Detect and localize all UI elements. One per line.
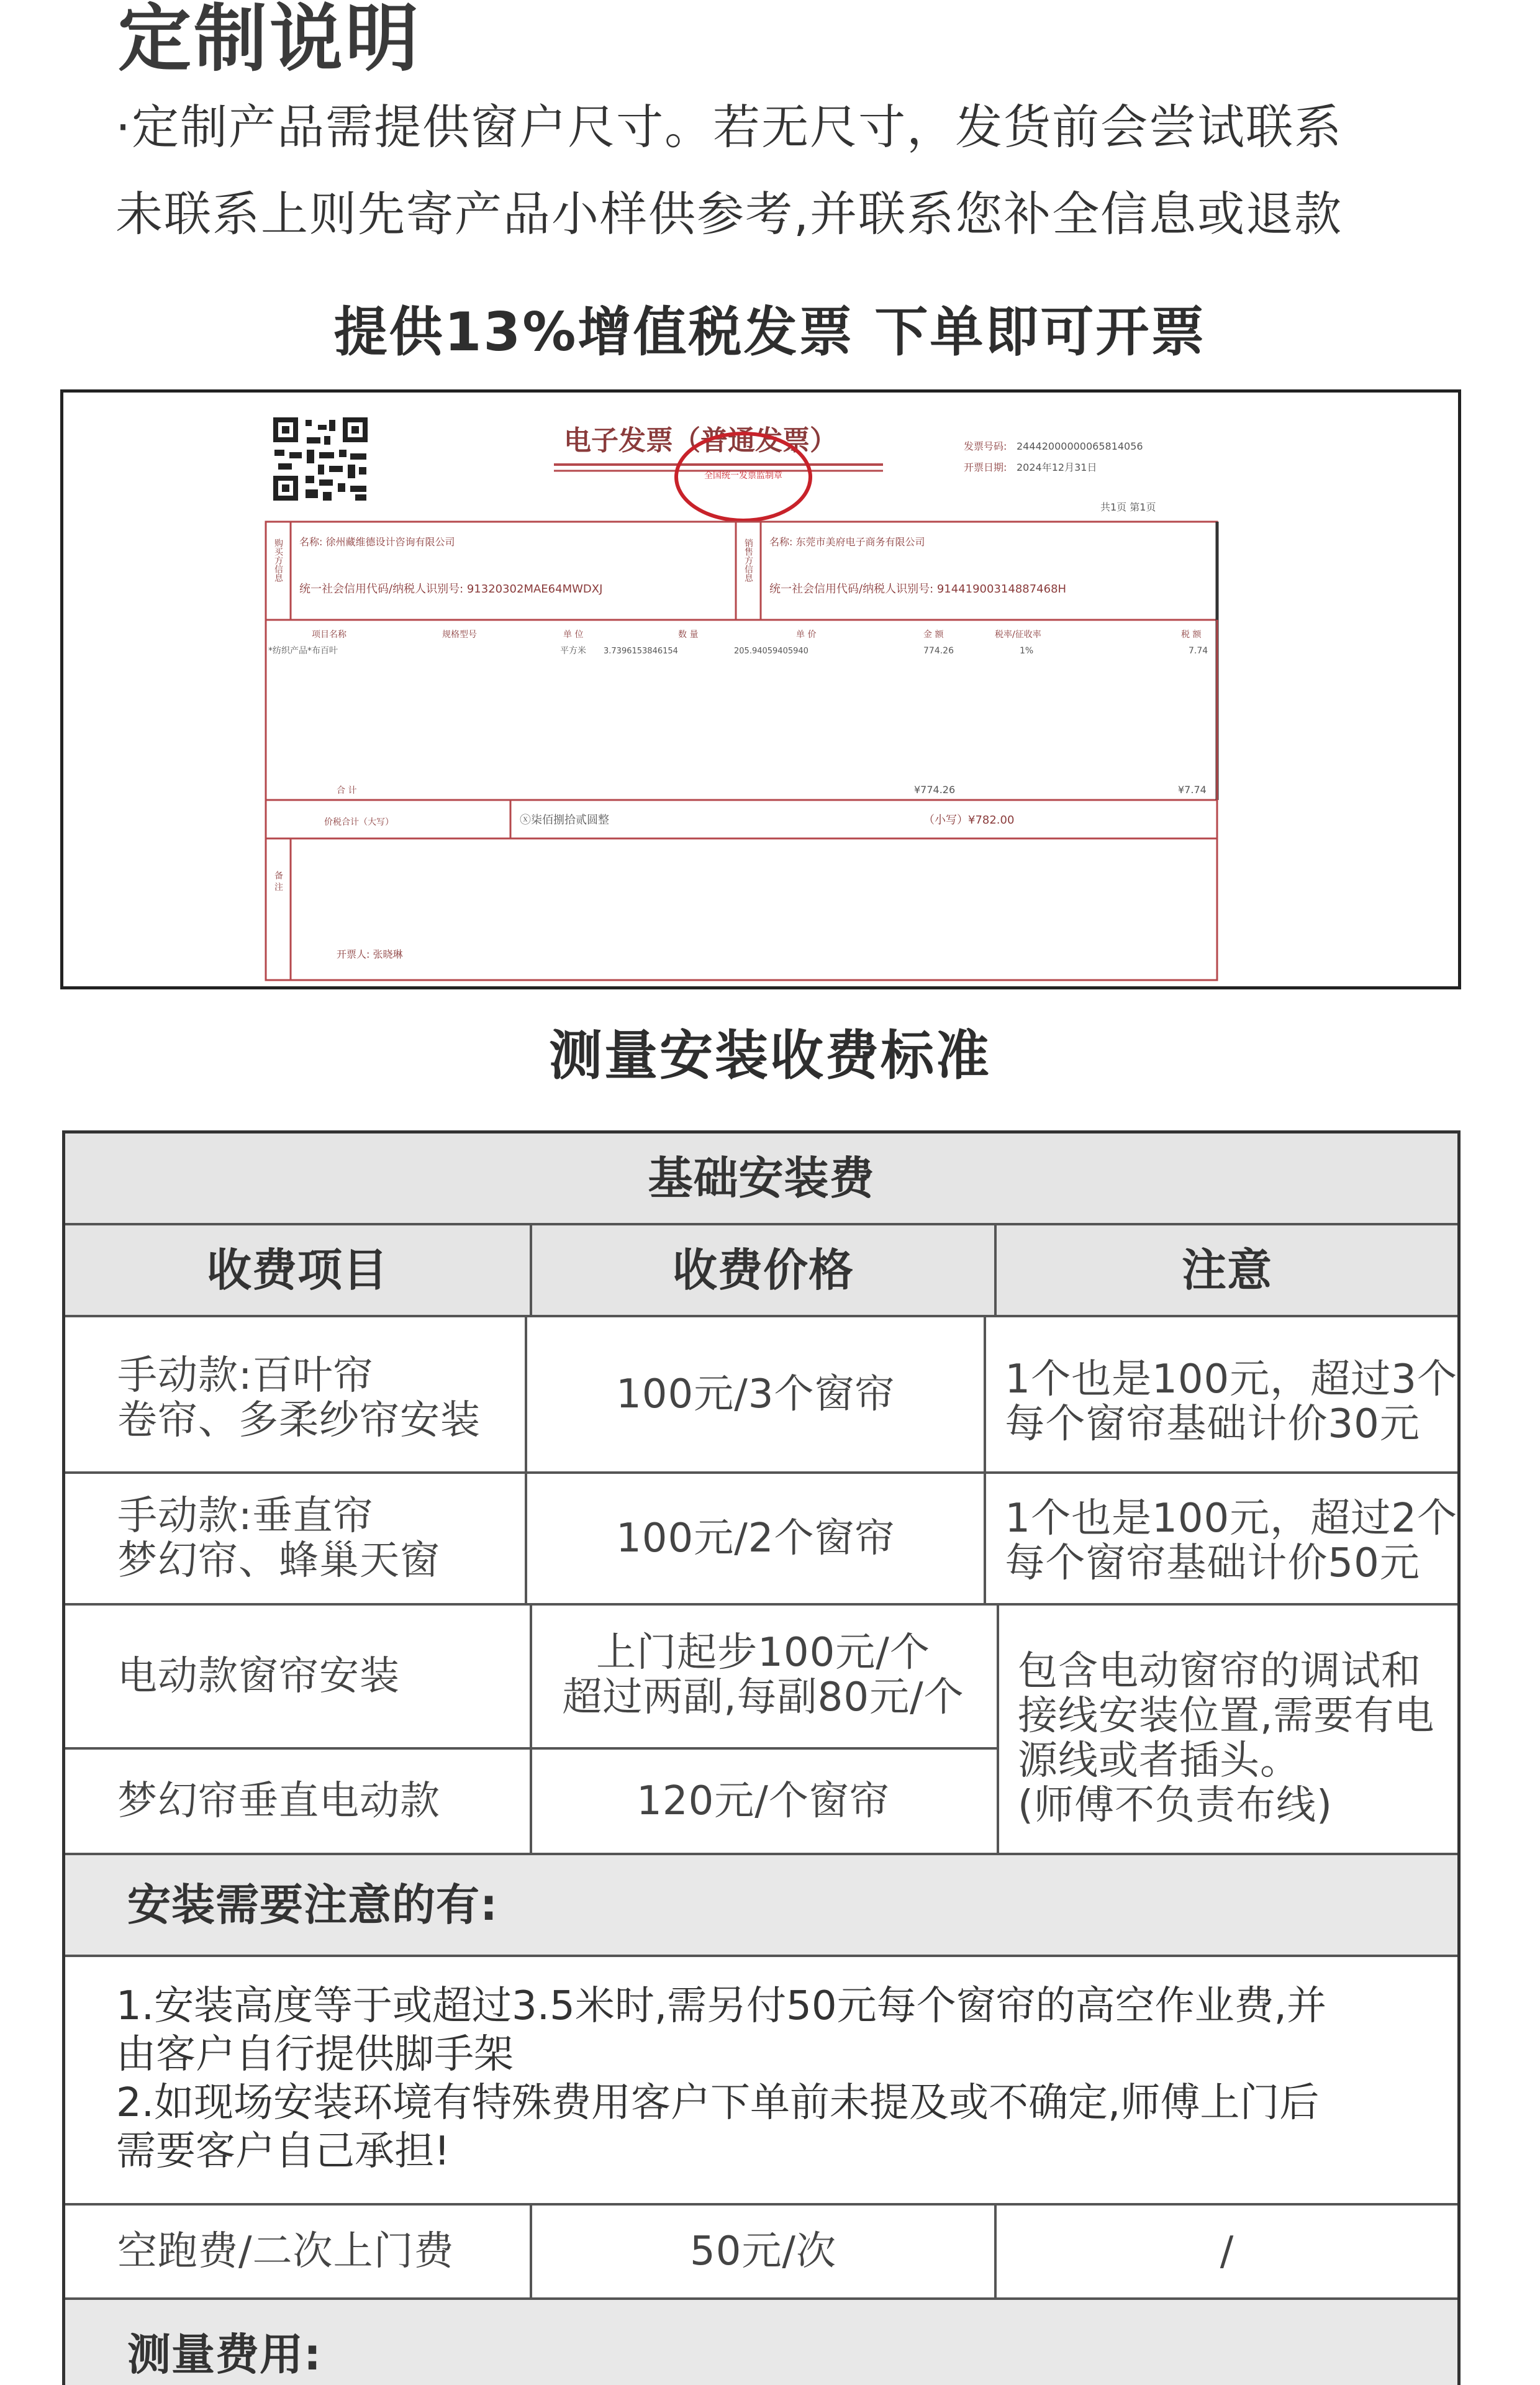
row2-price: 100元/2个窗帘 bbox=[525, 1474, 984, 1603]
total-tax: ¥7.74 bbox=[1178, 784, 1207, 796]
col-quantity: 数 量 bbox=[678, 630, 699, 640]
measure-fee-title: 测量费用: bbox=[127, 2329, 322, 2380]
col-tax: 税 额 bbox=[1181, 630, 1202, 640]
sum-upper: ⓧ柒佰捌拾贰圆整 bbox=[520, 814, 609, 827]
notice-line-1: ·定制产品需提供窗户尺寸。若无尺寸，发货前会尝试联系 bbox=[116, 99, 1343, 155]
col-amount: 金 额 bbox=[923, 630, 944, 640]
item-tax: 7.74 bbox=[1189, 646, 1208, 656]
item-name: *纺织产品*布百叶 bbox=[268, 646, 338, 656]
item-unit: 平方米 bbox=[560, 646, 586, 656]
invoice-date: 2024年12月31日 bbox=[1017, 461, 1097, 473]
electric-price: 上门起步100元/个 超过两副,每副80元/个 bbox=[530, 1606, 994, 1747]
buyer-name: 名称: 徐州藏维德设计咨询有限公司 bbox=[299, 536, 455, 548]
row1-item: 手动款:百叶帘 卷帘、多柔纱帘安装 bbox=[117, 1353, 481, 1443]
invoice-section-title: 提供13%增值税发票 下单即可开票 bbox=[333, 301, 1207, 363]
customization-heading: 定制说明 bbox=[118, 0, 422, 81]
header-item: 收费项目 bbox=[65, 1225, 530, 1315]
invoice-number: 24442000000065814056 bbox=[1017, 440, 1143, 452]
install-notes-title: 安装需要注意的有: bbox=[127, 1879, 498, 1930]
page-info: 共1页 第1页 bbox=[1100, 501, 1156, 513]
invoice-heading: 电子发票（普通发票） bbox=[564, 425, 837, 457]
total-label: 合 计 bbox=[337, 786, 357, 796]
seal-text: 全国统一发票监制章 bbox=[704, 471, 782, 481]
item-quantity: 3.7396153846154 bbox=[604, 647, 678, 656]
sum-label: 价税合计（大写） bbox=[324, 817, 394, 827]
col-item-name: 项目名称 bbox=[312, 630, 346, 640]
item-tax-rate: 1% bbox=[1020, 646, 1034, 656]
table-row bbox=[65, 1471, 1457, 1603]
empty-run-item: 空跑费/二次上门费 bbox=[117, 2228, 455, 2274]
invoice-date-label: 开票日期: bbox=[964, 461, 1007, 473]
fee-table bbox=[62, 1130, 1461, 2385]
invoice-number-label: 发票号码: bbox=[964, 440, 1007, 452]
remark-label: 备 注 bbox=[273, 871, 283, 891]
dream-electric-price: 120元/个窗帘 bbox=[530, 1750, 994, 1853]
table-row bbox=[65, 1315, 1457, 1471]
table-row-electric bbox=[65, 1603, 1457, 1853]
seller-side-label: 销售方信息 bbox=[743, 538, 753, 582]
item-unit-price: 205.94059405940 bbox=[734, 647, 808, 656]
seller-tax-id: 统一社会信用代码/纳税人识别号: 91441900314887468H bbox=[769, 583, 1067, 596]
row2-note: 1个也是100元，超过2个 每个窗帘基础计价50元 bbox=[984, 1474, 1457, 1603]
header-note: 注意 bbox=[994, 1225, 1457, 1315]
empty-run-price: 50元/次 bbox=[530, 2206, 994, 2297]
fee-table-title: 基础安装费 bbox=[65, 1133, 1457, 1223]
qr-code-icon bbox=[271, 416, 371, 503]
electric-note: 包含电动窗帘的调试和 接线安装位置,需要有电 源线或者插头。 (师傅不负责布线) bbox=[997, 1606, 1457, 1853]
invoice-image bbox=[60, 389, 1461, 989]
empty-run-note: / bbox=[994, 2206, 1457, 2297]
col-spec: 规格型号 bbox=[442, 630, 477, 640]
buyer-side-label: 购买方信息 bbox=[273, 538, 283, 582]
col-unit-price: 单 价 bbox=[796, 630, 817, 640]
sum-lower: （小写）¥782.00 bbox=[923, 814, 1015, 827]
col-unit: 单 位 bbox=[563, 630, 584, 640]
buyer-tax-id: 统一社会信用代码/纳税人识别号: 91320302MAE64MWDXJ bbox=[299, 583, 603, 596]
row2-item: 手动款:垂直帘 梦幻帘、蜂巢天窗 bbox=[117, 1493, 440, 1584]
issuer: 开票人: 张晓琳 bbox=[337, 948, 403, 960]
invoice-drawing bbox=[63, 393, 1458, 986]
item-amount: 774.26 bbox=[923, 646, 954, 656]
install-notes-body: 1.安装高度等于或超过3.5米时,需另付50元每个窗帘的高空作业费,并 由客户自行提供脚手架 2.如现场安装环境有特殊费用客户下单前未提及或不确定,师傅上门后 需要客户自己承担! bbox=[116, 1983, 1326, 2174]
col-tax-rate: 税率/征收率 bbox=[995, 630, 1041, 640]
fee-section-title: 测量安装收费标准 bbox=[549, 1025, 991, 1087]
header-price: 收费价格 bbox=[530, 1225, 994, 1315]
electric-item: 电动款窗帘安装 bbox=[117, 1653, 400, 1699]
notice-line-2: 未联系上则先寄产品小样供参考,并联系您补全信息或退款 bbox=[116, 186, 1343, 242]
row1-price: 100元/3个窗帘 bbox=[525, 1317, 984, 1471]
seller-name: 名称: 东莞市美府电子商务有限公司 bbox=[769, 536, 925, 548]
total-amount: ¥774.26 bbox=[914, 784, 956, 796]
row1-note: 1个也是100元，超过3个 每个窗帘基础计价30元 bbox=[984, 1317, 1457, 1471]
dream-electric-item: 梦幻帘垂直电动款 bbox=[117, 1778, 440, 1824]
table-row bbox=[65, 2203, 1457, 2297]
